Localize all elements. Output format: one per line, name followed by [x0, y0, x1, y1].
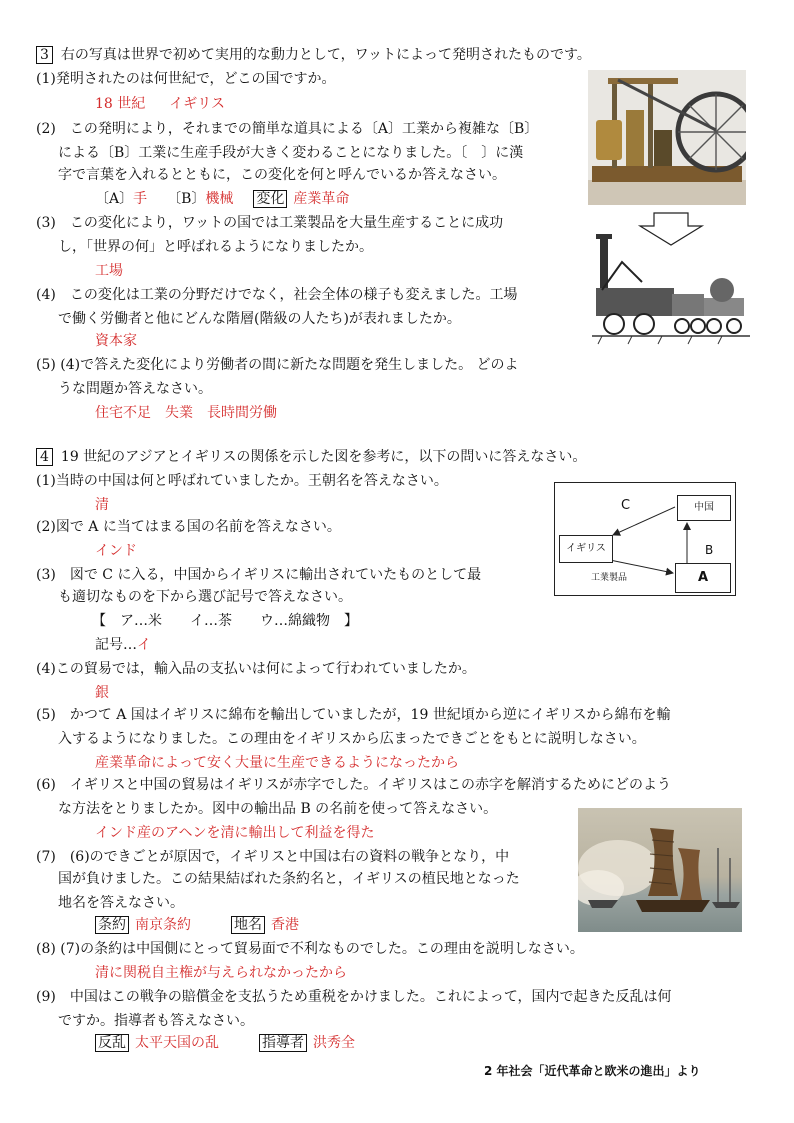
triangular-trade-diagram	[554, 482, 736, 596]
s3-q1: (1)発明されたのは何世紀で，どこの国ですか。	[36, 71, 336, 87]
s4-q9-line1: (9) 中国はこの戦争の賠償金を支払うため重税をかけました。これによって，国内で起きた反乱は何	[36, 989, 672, 1005]
s4-q3-options: 【 ア…米 イ…茶 ウ…綿織物 】	[92, 613, 358, 629]
s4-q7-line1: (7) (6)のできごとが原因で，イギリスと中国は右の資料の戦争となり，中	[36, 849, 510, 865]
s4-a9-box1: 反乱	[95, 1034, 129, 1052]
s4-q3-line1: (3) 図で C に入る，中国からイギリスに輸出されていたものとして最	[36, 567, 482, 583]
s3-q5-line2: うな問題か答えなさい。	[58, 381, 212, 397]
opium-war-painting	[578, 808, 742, 932]
source-footer: 2 年社会「近代革命と欧米の進出」より	[484, 1064, 701, 1078]
s4-a7: 条約 南京条約 地名 香港	[95, 916, 299, 934]
s3-q4-line1: (4) この変化は工業の分野だけでなく，社会全体の様子も変えました。工場	[36, 287, 518, 303]
s4-q6-line1: (6) イギリスと中国の貿易はイギリスが赤字でした。イギリスはこの赤字を解消するためにどのよう	[36, 777, 671, 793]
s4-q3-line2: も適切なものを下から選び記号で答えなさい。	[58, 589, 352, 605]
s4-a1: 清	[95, 497, 109, 513]
s4-q2: (2)図で A に当てはまる国の名前を答えなさい。	[36, 519, 341, 535]
diagram-node-china: 中国	[677, 495, 731, 521]
section3-intro: 3 右の写真は世界で初めて実用的な動力として，ワットによって発明されたものです。	[36, 46, 591, 64]
s4-a9-box2: 指導者	[259, 1034, 307, 1052]
s4-q5-line1: (5) かつて A 国はイギリスに綿布を輸出していましたが，19 世紀頃から逆にイギリスから綿布を輸	[36, 707, 671, 723]
section3-number: 3	[36, 46, 53, 64]
s4-q7-line3: 地名を答えなさい。	[58, 895, 184, 911]
s4-q7-line2: 国が負けました。この結果結ばれた条約名と，イギリスの植民地となった	[58, 871, 520, 887]
section4-number: 4	[36, 448, 53, 466]
s3-q2-line1: (2) この発明により，それまでの簡単な道具による〔A〕工業から複雑な〔B〕	[36, 121, 539, 137]
s3-a4: 資本家	[95, 333, 137, 349]
s3-q5-line1: (5) (4)で答えた変化により労働者の間に新たな問題を発生しました。 どのよ	[36, 357, 519, 373]
section4-intro: 4 19 世紀のアジアとイギリスの関係を示した図を参考に，以下の問いに答えなさい。	[36, 448, 586, 466]
steam-engine-photo	[588, 70, 746, 205]
s3-q3-line1: (3) この変化により，ワットの国では工業製品を大量生産することに成功	[36, 215, 504, 231]
s4-a2: インド	[95, 543, 137, 559]
s4-a7-box1: 条約	[95, 916, 129, 934]
diagram-label-b: B	[705, 543, 714, 557]
s3-q2-line3: 字で言葉を入れるとともに，この変化を何と呼んでいるか答えなさい。	[58, 167, 506, 183]
s3-q2-line2: による〔B〕工業に生産手段が大きく変わることになりました。〔 〕に漢	[58, 145, 524, 161]
locomotive-illustration	[592, 232, 750, 348]
s4-a9: 反乱 太平天国の乱 指導者 洪秀全	[95, 1034, 355, 1052]
s3-q3-line2: し，「世界の何」と呼ばれるようになりましたか。	[58, 239, 373, 255]
s4-a6: インド産のアヘンを清に輸出して利益を得た	[95, 825, 375, 841]
s3-a3: 工場	[95, 263, 123, 279]
s4-a7-box2: 地名	[231, 916, 265, 934]
s3-a2: 〔A〕手 〔B〕機械 変化 産業革命	[95, 191, 350, 207]
s4-a4: 銀	[95, 685, 109, 701]
diagram-node-uk: イギリス	[559, 535, 613, 563]
s4-a3: 記号…イ	[95, 637, 151, 653]
s3-q4-line2: で働く労働者と他にどんな階層(階級の人たち)が表れましたか。	[58, 311, 461, 327]
s4-q5-line2: 入するようになりました。この理由をイギリスから広まったできごとをもとに説明しなさい。	[58, 731, 646, 747]
s3-a5: 住宅不足 失業 長時間労働	[95, 405, 277, 421]
s4-q4: (4)この貿易では，輸入品の支払いは何によって行われていましたか。	[36, 661, 476, 677]
s4-q1: (1)当時の中国は何と呼ばれていましたか。王朝名を答えなさい。	[36, 473, 448, 489]
s3-a1: 18 世紀 イギリス	[95, 96, 225, 112]
diagram-label-c: C	[621, 498, 631, 513]
s4-q8: (8) (7)の条約は中国側にとって貿易面で不利なものでした。この理由を説明しなさい。	[36, 941, 584, 957]
s4-q6-line2: な方法をとりましたか。図中の輸出品 B の名前を使って答えなさい。	[58, 801, 498, 817]
s4-q9-line2: ですか。指導者も答えなさい。	[58, 1013, 254, 1029]
s3-a2-box: 変化	[253, 190, 287, 208]
s4-a5: 産業革命によって安く大量に生産できるようになったから	[95, 755, 459, 771]
diagram-node-a: A	[675, 563, 731, 593]
s4-a8: 清に関税自主権が与えられなかったから	[95, 965, 347, 981]
diagram-edge-goods: 工業製品	[591, 573, 628, 583]
